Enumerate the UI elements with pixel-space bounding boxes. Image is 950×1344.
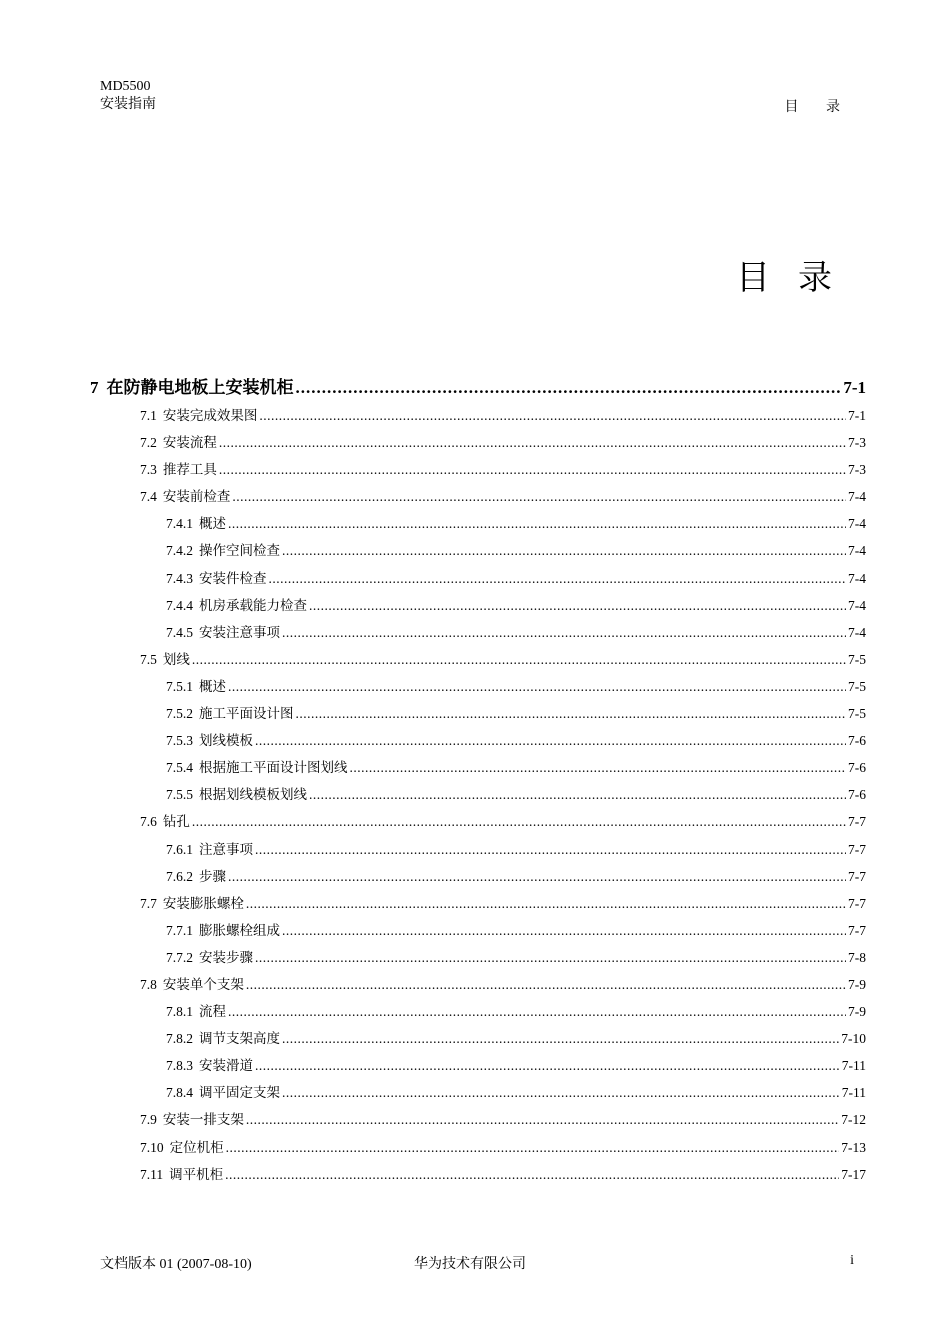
toc-entry[interactable] xyxy=(90,998,866,1025)
toc-entry-number: 7.6.2 xyxy=(166,868,193,884)
toc-entry-number: 7.5.4 xyxy=(166,760,193,776)
toc-dot-leader xyxy=(255,1052,840,1079)
toc-dot-leader xyxy=(226,1134,840,1161)
toc-dot-leader xyxy=(296,700,847,727)
running-header-left xyxy=(100,78,156,114)
page-title: 目录 xyxy=(736,260,860,297)
toc-dot-leader xyxy=(228,510,846,537)
toc-entry-title: 根据划线模板划线 xyxy=(199,787,307,803)
toc-dot-leader xyxy=(282,619,846,646)
toc-entry[interactable] xyxy=(90,565,866,592)
toc-entry-title: 划线模板 xyxy=(199,733,253,749)
toc-entry-page: 7-13 xyxy=(841,1139,866,1155)
product-name: MD5500 xyxy=(100,79,151,94)
toc-entry-title: 划线 xyxy=(162,651,190,667)
toc-entry-title: 调平机柜 xyxy=(169,1166,224,1182)
toc-entry-title: 步骤 xyxy=(199,868,226,884)
toc-dot-leader xyxy=(219,429,846,456)
toc-entry-title: 在防静电地板上安装机柜 xyxy=(106,378,294,397)
toc-entry-page: 7-7 xyxy=(848,922,866,938)
toc-entry-title: 定位机柜 xyxy=(169,1139,224,1155)
toc-entry-title: 调节支架高度 xyxy=(199,1031,280,1047)
toc-entry-number: 7.4.5 xyxy=(166,624,193,640)
toc-entry-page: 7-10 xyxy=(841,1031,866,1047)
toc-entry[interactable] xyxy=(90,646,866,673)
toc-dot-leader xyxy=(228,673,846,700)
toc-entry-number: 7.8.1 xyxy=(166,1004,193,1020)
toc-entry-title: 安装流程 xyxy=(162,435,217,451)
toc-entry[interactable] xyxy=(90,483,866,510)
toc-entry-title: 膨胀螺栓组成 xyxy=(199,922,280,938)
toc-entry[interactable] xyxy=(90,836,866,863)
toc-entry-title: 安装前检查 xyxy=(162,489,231,505)
table-of-contents xyxy=(90,374,866,1188)
toc-entry-number: 7.5.1 xyxy=(166,678,193,694)
toc-entry-page: 7-6 xyxy=(848,733,866,749)
toc-entry[interactable] xyxy=(90,510,866,537)
toc-entry[interactable] xyxy=(90,374,866,402)
toc-dot-leader xyxy=(350,754,847,781)
toc-entry[interactable] xyxy=(90,1079,866,1106)
toc-entry-number: 7.7.1 xyxy=(166,922,193,938)
toc-entry-number: 7.3 xyxy=(140,462,157,478)
toc-entry-title: 操作空间检查 xyxy=(199,543,280,559)
toc-dot-leader xyxy=(282,537,846,564)
toc-dot-leader xyxy=(232,483,846,510)
toc-entry[interactable] xyxy=(90,808,866,835)
toc-entry-page: 7-9 xyxy=(848,976,866,992)
toc-entry-number: 7.6 xyxy=(140,814,157,830)
toc-entry-number: 7.5.2 xyxy=(166,706,193,722)
toc-entry-title: 安装膨胀螺栓 xyxy=(162,895,244,911)
toc-entry-title: 安装完成效果图 xyxy=(162,408,258,423)
toc-entry-title: 推荐工具 xyxy=(162,462,217,478)
toc-dot-leader xyxy=(269,565,847,592)
toc-entry-page: 7-7 xyxy=(848,868,866,884)
toc-dot-leader xyxy=(282,1025,839,1052)
toc-entry[interactable] xyxy=(90,754,866,781)
toc-entry-number: 7.2 xyxy=(140,435,157,451)
toc-entry-page: 7-6 xyxy=(848,787,866,803)
toc-dot-leader xyxy=(228,863,846,890)
toc-entry-number: 7.9 xyxy=(140,1112,157,1128)
toc-entry[interactable] xyxy=(90,890,866,917)
toc-entry-number: 7.10 xyxy=(140,1139,164,1155)
toc-entry-title: 施工平面设计图 xyxy=(199,706,294,722)
toc-entry-number: 7.7.2 xyxy=(166,949,193,965)
toc-entry[interactable] xyxy=(90,971,866,998)
toc-dot-leader xyxy=(192,646,846,673)
toc-entry-page: 7-5 xyxy=(848,651,866,667)
toc-entry-title: 钻孔 xyxy=(162,814,190,830)
toc-entry-number: 7.8.4 xyxy=(166,1085,193,1101)
toc-entry-page: 7-17 xyxy=(841,1166,866,1182)
toc-dot-leader xyxy=(219,456,846,483)
toc-entry-number: 7.1 xyxy=(140,408,157,423)
toc-entry-page: 7-7 xyxy=(848,895,866,911)
toc-entry-page: 7-8 xyxy=(848,949,866,965)
toc-dot-leader xyxy=(255,836,846,863)
toc-entry-title: 安装滑道 xyxy=(199,1058,253,1074)
toc-entry-title: 机房承载能力检查 xyxy=(199,597,307,613)
toc-dot-leader xyxy=(259,402,846,429)
toc-entry-number: 7.11 xyxy=(140,1166,164,1182)
toc-entry[interactable] xyxy=(90,944,866,971)
toc-entry-page: 7-3 xyxy=(848,435,866,451)
toc-entry-number: 7.4.4 xyxy=(166,597,193,613)
toc-entry-title: 根据施工平面设计图划线 xyxy=(199,760,348,776)
page-number: i xyxy=(850,1253,854,1268)
toc-entry-page: 7-1 xyxy=(848,408,866,423)
toc-entry[interactable] xyxy=(90,402,866,429)
toc-entry-number: 7.4 xyxy=(140,489,157,505)
toc-dot-leader xyxy=(282,917,846,944)
toc-dot-leader xyxy=(282,1079,840,1106)
toc-dot-leader xyxy=(246,971,846,998)
toc-entry-title: 安装一排支架 xyxy=(162,1112,244,1128)
toc-entry-page: 7-11 xyxy=(841,1085,866,1101)
toc-entry[interactable] xyxy=(90,619,866,646)
toc-entry[interactable] xyxy=(90,727,866,754)
toc-dot-leader xyxy=(228,998,846,1025)
toc-entry-page: 7-4 xyxy=(848,489,866,505)
toc-entry-number: 7.8.2 xyxy=(166,1031,193,1047)
toc-entry-page: 7-11 xyxy=(841,1058,866,1074)
toc-entry[interactable] xyxy=(90,1134,866,1161)
toc-entry[interactable] xyxy=(90,781,866,808)
document-version: 文档版本 01 (2007-08-10) xyxy=(100,1257,252,1272)
toc-entry-page: 7-3 xyxy=(848,462,866,478)
toc-entry-title: 流程 xyxy=(199,1004,226,1020)
toc-dot-leader xyxy=(309,781,846,808)
toc-dot-leader xyxy=(246,890,846,917)
toc-entry[interactable] xyxy=(90,863,866,890)
toc-entry-title: 安装注意事项 xyxy=(199,624,280,640)
toc-entry-page: 7-9 xyxy=(848,1004,866,1020)
toc-dot-leader xyxy=(255,727,846,754)
toc-entry[interactable] xyxy=(90,1025,866,1052)
toc-entry[interactable] xyxy=(90,592,866,619)
toc-entry-title: 安装单个支架 xyxy=(162,976,244,992)
toc-entry-title: 调平固定支架 xyxy=(199,1085,280,1101)
toc-entry-number: 7.7 xyxy=(140,895,157,911)
toc-entry-title: 注意事项 xyxy=(199,841,253,857)
toc-entry-number: 7.8 xyxy=(140,976,157,992)
toc-entry-page: 7-4 xyxy=(848,597,866,613)
toc-dot-leader xyxy=(246,1106,839,1133)
toc-dot-leader xyxy=(296,374,842,402)
toc-entry-page: 7-1 xyxy=(843,378,866,397)
toc-entry[interactable] xyxy=(90,429,866,456)
toc-entry[interactable] xyxy=(90,673,866,700)
toc-entry-number: 7.4.3 xyxy=(166,570,193,586)
running-header-section: 目 录 xyxy=(784,100,852,115)
page-footer xyxy=(100,1253,854,1273)
toc-entry-page: 7-12 xyxy=(841,1112,866,1128)
toc-entry-title: 概述 xyxy=(199,516,226,532)
toc-entry-page: 7-4 xyxy=(848,624,866,640)
toc-entry-page: 7-7 xyxy=(848,841,866,857)
document-type: 安装指南 xyxy=(100,97,156,112)
toc-dot-leader xyxy=(255,944,846,971)
toc-entry-page: 7-6 xyxy=(848,760,866,776)
toc-entry[interactable] xyxy=(90,1161,866,1188)
toc-entry-number: 7 xyxy=(90,378,99,397)
toc-entry-page: 7-5 xyxy=(848,706,866,722)
toc-entry[interactable] xyxy=(90,917,866,944)
toc-entry-page: 7-4 xyxy=(848,570,866,586)
toc-entry-number: 7.6.1 xyxy=(166,841,193,857)
toc-entry-number: 7.5.5 xyxy=(166,787,193,803)
toc-dot-leader xyxy=(309,592,846,619)
toc-entry-page: 7-7 xyxy=(848,814,866,830)
toc-dot-leader xyxy=(192,808,846,835)
toc-entry-title: 安装步骤 xyxy=(199,949,253,965)
toc-entry-number: 7.5.3 xyxy=(166,733,193,749)
toc-entry-title: 安装件检查 xyxy=(199,570,267,586)
toc-entry-number: 7.5 xyxy=(140,651,157,667)
toc-entry-number: 7.4.1 xyxy=(166,516,193,532)
toc-entry[interactable] xyxy=(90,1106,866,1133)
toc-entry-page: 7-5 xyxy=(848,678,866,694)
toc-entry-page: 7-4 xyxy=(848,516,866,532)
toc-entry-title: 概述 xyxy=(199,678,226,694)
toc-entry[interactable] xyxy=(90,537,866,564)
toc-dot-leader xyxy=(225,1161,839,1188)
toc-entry-number: 7.8.3 xyxy=(166,1058,193,1074)
toc-entry-page: 7-4 xyxy=(848,543,866,559)
toc-entry[interactable] xyxy=(90,456,866,483)
company-name: 华为技术有限公司 xyxy=(414,1257,526,1272)
toc-entry[interactable] xyxy=(90,1052,866,1079)
toc-entry-number: 7.4.2 xyxy=(166,543,193,559)
toc-entry[interactable] xyxy=(90,700,866,727)
